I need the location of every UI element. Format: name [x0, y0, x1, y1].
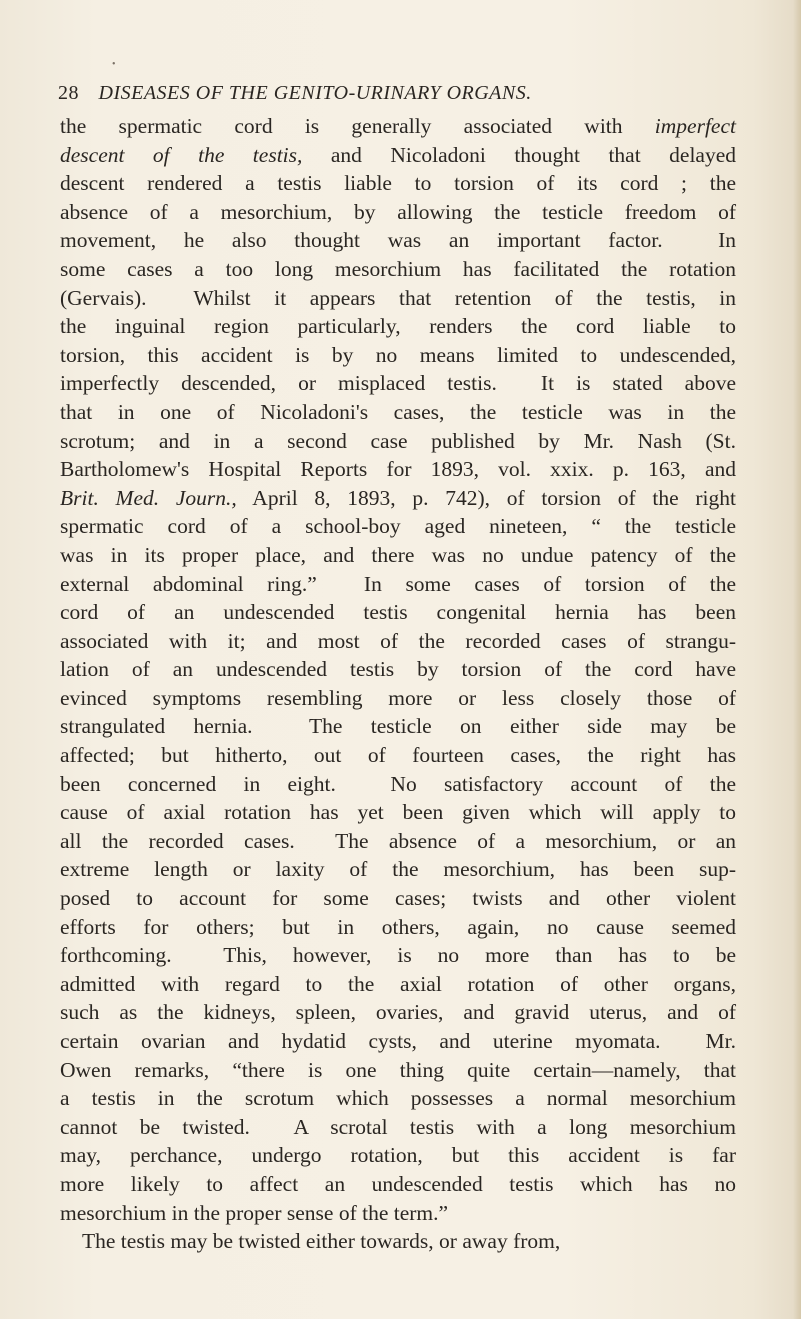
text-segment: been concerned in eight. No satisfactory account of the	[60, 771, 736, 796]
text-segment: a testis in the scrotum which possesses a normal mesorchium	[60, 1086, 736, 1111]
text-line	[60, 169, 736, 198]
text-segment: movement, he also thought was an important factor. In	[60, 228, 736, 253]
text-line	[60, 798, 736, 827]
body-paragraph	[60, 112, 736, 1256]
text-line	[60, 570, 736, 599]
text-line	[60, 941, 736, 970]
text-segment: absence of a mesorchium, by allowing the testicle freedom of	[60, 199, 736, 224]
text-segment: more likely to affect an undescended testis which has no	[60, 1171, 736, 1196]
text-segment: imperfectly descended, or misplaced testis. It is stated above	[60, 371, 736, 396]
text-line	[60, 484, 736, 513]
text-line	[60, 341, 736, 370]
page-edge-shadow	[793, 0, 801, 1319]
text-line	[60, 655, 736, 684]
text-line	[60, 1170, 736, 1199]
text-line	[60, 598, 736, 627]
text-segment: evinced symptoms resembling more or less closely those of	[60, 685, 736, 710]
text-line	[60, 684, 736, 713]
text-line	[60, 1056, 736, 1085]
text-line	[60, 998, 736, 1027]
text-segment: Bartholomew's Hospital Reports for 1893, vol. xxix. p. 163, and	[60, 457, 736, 482]
text-segment: the inguinal region particularly, renders the cord liable to	[60, 314, 736, 339]
text-segment: some cases a too long mesorchium has facilitated the rotation	[60, 256, 736, 281]
text-line	[60, 398, 736, 427]
text-segment: spermatic cord of a school-boy aged nineteen, “ the testicle	[60, 514, 736, 539]
text-segment: April 8, 1893, p. 742), of torsion of the right	[236, 485, 737, 510]
italic-text-segment: Brit. Med. Journ.,	[60, 485, 237, 510]
text-segment: such as the kidneys, spleen, ovaries, and gravid uterus, and of	[60, 1000, 736, 1025]
text-line	[60, 1227, 736, 1256]
text-line	[60, 1084, 736, 1113]
text-line	[60, 312, 736, 341]
text-line	[60, 1199, 736, 1228]
text-line	[60, 913, 736, 942]
text-line	[60, 855, 736, 884]
italic-text-segment: imperfect	[654, 114, 736, 138]
text-line	[60, 198, 736, 227]
running-title: DISEASES OF THE GENITO-URINARY ORGANS.	[98, 82, 532, 104]
text-segment: lation of an undescended testis by torsion of the cord have	[60, 657, 736, 682]
ink-speck-mark: •	[112, 59, 116, 70]
text-line	[60, 255, 736, 284]
text-line	[60, 970, 736, 999]
text-line	[60, 1113, 736, 1142]
text-segment: forthcoming. This, however, is no more than has to be	[60, 943, 736, 968]
text-segment: efforts for others; but in others, again, no cause seemed	[60, 914, 736, 939]
text-line	[60, 1141, 736, 1170]
text-line	[60, 884, 736, 913]
text-line	[60, 712, 736, 741]
text-line	[60, 541, 736, 570]
text-line	[60, 512, 736, 541]
text-line	[60, 284, 736, 313]
text-segment: cord of an undescended testis congenital hernia has been	[60, 600, 736, 625]
text-segment: cannot be twisted. A scrotal testis with a long mesorchium	[60, 1114, 736, 1139]
text-line	[60, 1027, 736, 1056]
text-line	[60, 770, 736, 799]
text-line	[60, 141, 736, 170]
text-line	[60, 427, 736, 456]
text-segment: admitted with regard to the axial rotation of other organs,	[60, 971, 736, 996]
text-segment: extreme length or laxity of the mesorchium, has been sup-	[60, 857, 736, 882]
text-segment: (Gervais). Whilst it appears that retention of the testis, in	[60, 285, 736, 310]
page-number: 28	[58, 82, 79, 104]
text-line	[60, 741, 736, 770]
text-segment: torsion, this accident is by no means limited to undescended,	[60, 342, 736, 367]
text-segment: external abdominal ring.” In some cases of torsion of the	[60, 571, 736, 596]
text-line	[60, 226, 736, 255]
text-segment: certain ovarian and hydatid cysts, and uterine myomata. Mr.	[60, 1029, 736, 1053]
text-segment: descent rendered a testis liable to torsion of its cord ; the	[60, 171, 736, 196]
text-segment: and Nicoladoni thought that delayed	[302, 142, 736, 167]
text-segment: affected; but hitherto, out of fourteen cases, the right has	[60, 743, 736, 768]
text-segment: Owen remarks, “there is one thing quite certain—namely, that	[60, 1057, 736, 1082]
text-line	[60, 827, 736, 856]
text-segment: all the recorded cases. The absence of a mesorchium, or an	[60, 828, 736, 853]
text-line	[60, 455, 736, 484]
running-head	[58, 80, 678, 106]
text-segment: scrotum; and in a second case published by Mr. Nash (St.	[60, 428, 736, 453]
text-segment: posed to account for some cases; twists and other violent	[60, 886, 736, 911]
text-segment: was in its proper place, and there was no undue patency of the	[60, 542, 736, 567]
text-segment: the spermatic cord is generally associated with	[60, 114, 655, 138]
text-segment: associated with it; and most of the recorded cases of strangu-	[60, 628, 736, 653]
text-segment: cause of axial rotation has yet been given which will apply to	[60, 800, 736, 825]
text-segment: The testis may be twisted either towards, or away from,	[82, 1229, 561, 1254]
text-segment: strangulated hernia. The testicle on either side may be	[60, 714, 736, 739]
text-line	[60, 112, 736, 141]
italic-text-segment: descent of the testis,	[60, 142, 303, 167]
text-segment: that in one of Nicoladoni's cases, the testicle was in the	[60, 399, 736, 424]
text-segment: may, perchance, undergo rotation, but this accident is far	[60, 1143, 736, 1168]
text-line	[60, 627, 736, 656]
text-line	[60, 369, 736, 398]
text-segment: mesorchium in the proper sense of the term.”	[60, 1200, 449, 1225]
